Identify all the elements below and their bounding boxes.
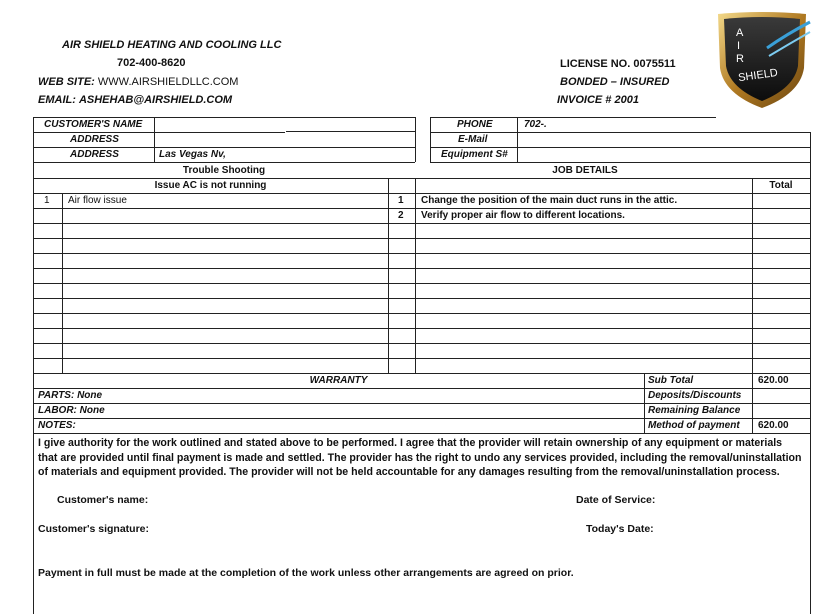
grid-row-line [33, 268, 810, 269]
equipment-label: Equipment S# [441, 149, 508, 160]
grid-row-line [33, 298, 810, 299]
job-row-num: 2 [398, 210, 404, 221]
logo-letter-r: R [736, 53, 744, 65]
issue-title: Issue AC is not running [154, 180, 267, 191]
method-label: Method of payment [648, 420, 740, 431]
cust-label-divider [154, 117, 155, 162]
phone-label: PHONE [457, 119, 493, 130]
company-phone: 702-400-8620 [117, 57, 186, 69]
company-website [38, 76, 238, 88]
parts-line: PARTS: None [38, 390, 103, 401]
subtotal-label: Sub Total [648, 375, 694, 386]
form-right-border [810, 132, 811, 614]
company-name: AIR SHIELD HEATING AND COOLING LLC [62, 39, 282, 51]
job-row-num: 1 [398, 195, 404, 206]
authorization-text: I give authority for the work outlined and stated above to be performed. I agree that the provider will retain ownership of any equipment or materials that are provided until final payment is made and settled. The provider has the right to undo any services provided, including the removal/uninstallation of materials and equipment provided. The provider will not be held accountable for any damages resulting from the removal/uninstallation process. [38, 437, 802, 478]
grid-row-line [33, 313, 810, 314]
grid-row-line [33, 253, 810, 254]
todays-date-label: Today's Date: [586, 523, 654, 535]
summary-line-bottom [33, 433, 810, 434]
job-details-title: JOB DETAILS [552, 165, 618, 176]
contact-label-divider [517, 117, 518, 162]
website-label: WEB SITE: [38, 76, 95, 88]
remaining-label: Remaining Balance [648, 405, 741, 416]
customer-signature-label: Customer's signature: [38, 523, 150, 535]
email-field-label: E-Mail [458, 134, 488, 145]
grid-row-line [33, 223, 810, 224]
contact-line-r3 [430, 162, 810, 163]
company-email [38, 94, 232, 106]
logo-word-shield: SHIELD [737, 66, 779, 85]
grid-row-line [33, 343, 810, 344]
customer-name-label: CUSTOMER'S NAME [44, 119, 143, 130]
grid-row-line [33, 238, 810, 239]
job-row-text[interactable]: Verify proper air flow to different locations. [421, 210, 625, 221]
address-label-2: ADDRESS [70, 149, 119, 160]
email-value[interactable]: ASHEHAB@AIRSHIELD.COM [78, 94, 233, 106]
subtotal-value: 620.00 [758, 375, 789, 386]
invoice-number: INVOICE # 2001 [557, 94, 639, 106]
bonded-insured: BONDED – INSURED [560, 76, 670, 88]
date-of-service-label: Date of Service: [576, 494, 656, 506]
warranty-title: WARRANTY [309, 375, 368, 386]
total-title: Total [769, 180, 793, 191]
logo-letter-a: A [736, 27, 744, 39]
grid-row-line [33, 328, 810, 329]
job-row-text[interactable]: Change the position of the main duct runs in the attic. [421, 195, 678, 206]
license-number: LICENSE NO. 0075511 [560, 58, 676, 70]
grid-row-line [33, 283, 810, 284]
cust-right-border [415, 117, 416, 162]
phone-value[interactable]: 702-. [524, 119, 547, 130]
grid-row-line [33, 358, 810, 359]
trouble-row-num: 1 [44, 195, 50, 206]
air-shield-logo [712, 8, 812, 110]
cust-line-name-under [286, 131, 415, 132]
notes-line: NOTES: [38, 420, 76, 431]
summary-v-label [644, 373, 645, 433]
method-value: 620.00 [758, 420, 789, 431]
labor-line: LABOR: None [38, 405, 105, 416]
address-label-1: ADDRESS [70, 134, 119, 145]
trouble-shooting-title: Trouble Shooting [182, 165, 266, 176]
logo-letter-i: I [737, 40, 741, 52]
customer-name-signature-label: Customer's name: [57, 494, 149, 506]
address-value[interactable]: Las Vegas Nv, [159, 149, 226, 160]
payment-note: Payment in full must be made at the completion of the work unless other arrangements are agreed on prior. [38, 567, 574, 579]
email-label: EMAIL: [38, 94, 76, 106]
deposits-label: Deposits/Discounts [648, 390, 742, 401]
summary-v-value [752, 373, 753, 433]
cust-line-r3 [33, 162, 415, 163]
website-value[interactable]: WWW.AIRSHIELDLLC.COM [97, 76, 239, 88]
trouble-row-text[interactable]: Air flow issue [68, 195, 127, 206]
contact-left-border [430, 117, 431, 162]
